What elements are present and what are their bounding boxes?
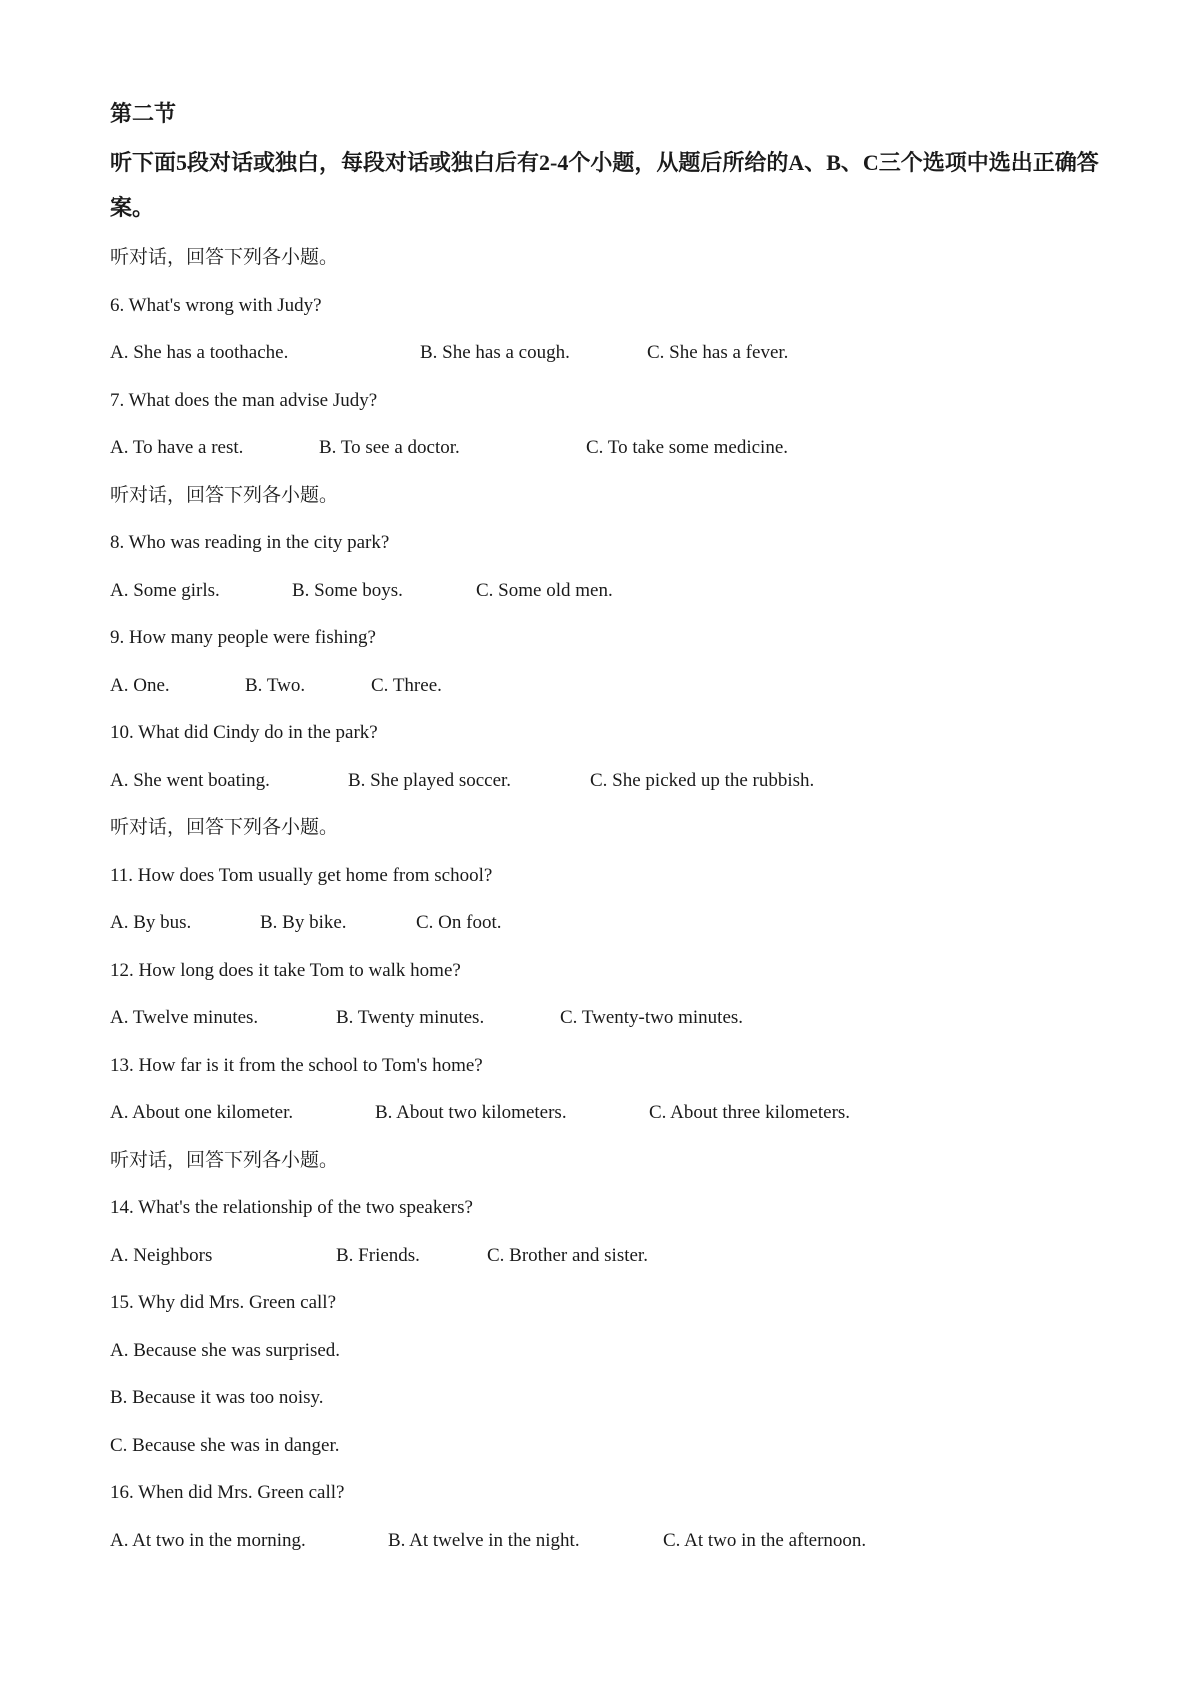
options-row xyxy=(110,329,1110,377)
group-heading: 听对话，回答下列各小题。 xyxy=(110,484,339,506)
option-a: A. About one kilometer. xyxy=(110,1102,294,1123)
options-row xyxy=(110,1517,1110,1565)
question-stem: 7. What does the man advise Judy? xyxy=(110,389,378,411)
option-c: C. Brother and sister. xyxy=(487,1244,648,1266)
options-row xyxy=(110,567,1110,615)
option-c: C. Three. xyxy=(371,674,442,696)
option-c: C. Some old men. xyxy=(476,579,613,601)
section-title: 第二节 xyxy=(110,101,177,126)
option-a: A. She has a toothache. xyxy=(110,342,289,363)
option-c: C. To take some medicine. xyxy=(586,437,788,458)
group-heading: 听对话，回答下列各小题。 xyxy=(110,817,339,838)
option-a: A. She went boating. xyxy=(110,769,270,791)
options-row xyxy=(110,757,1110,805)
question-stem: 15. Why did Mrs. Green call? xyxy=(110,1292,337,1313)
group-heading: 听对话，回答下列各小题。 xyxy=(110,247,339,268)
options-row xyxy=(110,424,1110,472)
question-stem: 9. How many people were fishing? xyxy=(110,627,376,648)
option-a: A. Twelve minutes. xyxy=(110,1007,259,1028)
question-stem: 8. Who was reading in the city park? xyxy=(110,532,390,553)
option-b: B. Friends. xyxy=(336,1244,420,1266)
option-c: C. She picked up the rubbish. xyxy=(590,769,815,791)
option-b: B. About two kilometers. xyxy=(375,1102,567,1123)
options-row xyxy=(110,662,1110,710)
option-a: A. Neighbors xyxy=(110,1244,213,1266)
option-a: A. One. xyxy=(110,674,170,696)
group-heading: 听对话，回答下列各小题。 xyxy=(110,1149,339,1171)
option-b: B. At twelve in the night. xyxy=(388,1529,580,1551)
option-c: C. About three kilometers. xyxy=(649,1102,851,1123)
question-stem: 11. How does Tom usually get home from school? xyxy=(110,864,493,886)
option-b: B. She played soccer. xyxy=(348,769,512,791)
option-a: A. By bus. xyxy=(110,912,192,933)
section-instruction: 听下面5段对话或独白，每段对话或独白后有2-4个小题，从题后所给的A、B、C三个选项中选出正确答案。 xyxy=(110,150,1099,220)
option-b: B. Twenty minutes. xyxy=(336,1007,485,1028)
option-a: A. At two in the morning. xyxy=(110,1529,306,1551)
option-line: C. Because she was in danger. xyxy=(110,1434,340,1456)
option-b: B. Two. xyxy=(245,674,306,696)
option-c: C. At two in the afternoon. xyxy=(663,1529,867,1551)
option-b: B. By bike. xyxy=(260,912,347,933)
option-a: A. Some girls. xyxy=(110,579,220,601)
option-c: C. On foot. xyxy=(416,912,502,933)
option-b: B. Some boys. xyxy=(292,579,403,601)
question-stem: 16. When did Mrs. Green call? xyxy=(110,1482,345,1503)
option-c: C. She has a fever. xyxy=(647,342,789,363)
option-c: C. Twenty-two minutes. xyxy=(560,1007,744,1028)
options-row xyxy=(110,1232,1110,1280)
question-stem: 14. What's the relationship of the two speakers? xyxy=(110,1197,473,1218)
options-row xyxy=(110,1089,1110,1137)
question-stem: 12. How long does it take Tom to walk home? xyxy=(110,959,461,981)
option-b: B. She has a cough. xyxy=(420,342,570,363)
option-line: B. Because it was too noisy. xyxy=(110,1387,324,1408)
question-stem: 13. How far is it from the school to Tom's home? xyxy=(110,1054,483,1076)
options-row xyxy=(110,994,1110,1042)
options-row xyxy=(110,899,1110,947)
option-b: B. To see a doctor. xyxy=(319,437,460,458)
question-stem: 10. What did Cindy do in the park? xyxy=(110,722,378,743)
option-line: A. Because she was surprised. xyxy=(110,1339,341,1361)
option-a: A. To have a rest. xyxy=(110,437,244,458)
question-stem: 6. What's wrong with Judy? xyxy=(110,294,322,316)
exam-page xyxy=(110,96,1110,1564)
